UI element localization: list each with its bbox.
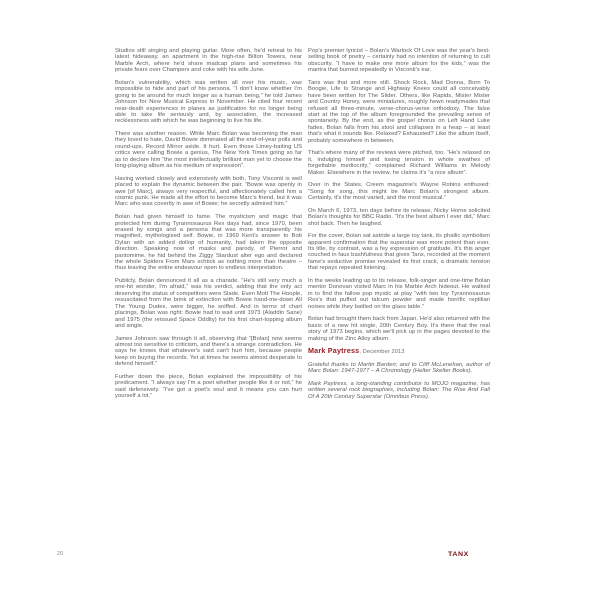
author-name: Mark Paytress <box>308 346 360 356</box>
body-paragraph: Having worked closely and extensively with both, Tony Visconti is well placed to explain the dynamic between the pair. “Bowie was openly in awe [of Marc], always very respectful, and affectionately called him a cosmic punk. He made all the effort to become Marc's friend, but it was Marc who was covertly in awe of Bowie; he secretly admired him.” <box>115 175 302 208</box>
body-paragraph: Bolan had brought them back from Japan. He'd also returned with the basis of a new hit single, 20th Century Boy. It's there that the real story of 1973 begins, which we'll pick up in the pages devoted to the making of the Zinc Alloy album. <box>308 316 490 342</box>
body-paragraph: Over in the States, Creem magazine's Wayne Robins enthused: “Song for song, this might be Marc Bolan's strongest album. Certainly, it's the most varied, and the most musical.” <box>308 182 490 202</box>
body-paragraph: Bolan had given himself to fame. The mysticism and magic that protected him during Tyrannosaurus Rex days had, since 1970, been erased by songs and a persona that was more transparently his magnified, mythologised self. Bowie, in 1969 Kent's answer to Bob Dylan with an added dollop of humanity, had taken the opposite direction. Speaking now of masks and parody, of Pierrot and pantomime, he hid behind the Ziggy Stardust alter ego and declared the whole Spiders From Mars schtick as nothing more than theatre – thus leaving the entire endeavour open to endless interpretation. <box>115 214 302 272</box>
right-column <box>308 48 490 407</box>
author-bio-note: Mark Paytress, a long-standing contributor to MOJO magazine, has written several rock biographies, including Bolan: The Rise And Fall Of A 20th Century Superstar (Omnibus Press). <box>308 381 490 400</box>
byline-date: , December 2013 <box>359 349 405 356</box>
body-paragraph: For the cover, Bolan sat astride a large toy tank, its phallic symbolism apparent confirmation that the superstar was more potent than ever. Its title, by contrast, was a fey expression of gratitude. It's this anger couched in faux bashfulness that gives Tanx, recorded at the moment fame's seductive promise revealed its first crack, a dramatic tension that repays repeated listening. <box>308 233 490 272</box>
body-paragraph: Studios still singing and playing guitar. More often, he'd retreat to his latest hideaway, an apartment in the high-rise Bilton Towers, near Marble Arch, where he'd share madcap plans and sometimes his private fears over Champers and coke with his wife June. <box>115 48 302 74</box>
tanx-logo: TANX <box>448 551 469 558</box>
body-paragraph: Further down the piece, Bolan explained the impossibility of his predicament. “I always say I'm a poet whether people like it or not,” he said defensively. “I've got a poet's soul and it means you can hurt yourself a lot.” <box>115 373 302 400</box>
body-paragraph: James Johnson saw through it all, observing that “[Bolan] now seems almost too sensitive to criticism, and there's a strange contradiction. He says he knows that whatever's said can't hurt him, because people keep on buying the records. Yet at times he seems almost desperate to defend himself.” <box>115 335 302 368</box>
body-paragraph: Tanx was that and more still. Shock Rock, Mad Donna, Born To Boogie, Life Is Strange and Highway Knees could all conceivably have been written for The Slider. Others, like Rapids, Mister Mister and Country Honey, were miniatures, roughly hewn readymades that refused all three-minute, verse-chorus-verse orthodoxy. The false start at the top of the album foregrounded the prevailing sense of spontaneity. By the end, as the gospel chorus on Left Hand Luke fades, Bolan falls from his stool and collapses in a heap – at least that's what it sounds like. Relaxed? Exhausted? Like the album itself, probably somewhere in between. <box>308 79 490 144</box>
page-number: 20 <box>57 551 64 557</box>
body-paragraph: Bolan's vulnerability, which was written all over his music, was impossible to hide and part of his persona. “I don't know whether I'm going to be around for much longer as a human being,” he told James Johnson for New Musical Express in November. He cited four recent near-death experiences in planes as justification for no longer being able to take life seriously and, by association, the increased recklessness with which he was beginning to live his life. <box>115 79 302 125</box>
body-paragraph: There was another reason. While Marc Bolan was becoming the man they loved to hate, David Bowie dominated all the end-of-year polls and round-ups, Record Mirror aside. It hurt. Even those Limey-baiting US critics were calling Bowie a genius, The New York Times going so far as to declare him “the most intellectually brilliant man yet to choose the long-playing album as his medium of expression”. <box>115 131 302 170</box>
left-column <box>115 48 302 406</box>
body-paragraph: In the weeks leading up to its release, folk-singer and one-time Bolan mentor Donovan visited Marc in his Marble Arch hideout. He walked in to find the fallow pop mystic at play “with two toy Tyrannosaurus Rex's that puffed out talcum powder and made horrific reptilian noises while they battled on the glass table.” <box>308 277 490 310</box>
body-paragraph: That's where many of the reviews were pitched, too. “He's relaxed on it, indulging himself and losing tension in whole swathes of forgettable mediocrity,” complained Richard Williams in Melody Maker. Elsewhere in the review, he claims it's “a nice album”. <box>308 150 490 176</box>
byline <box>308 348 490 355</box>
body-paragraph: On March 6, 1973, ten days before its release, Nicky Horne solicited Bolan's thoughts for BBC Radio. “It's the best album I ever did,” Marc shot back. Then he laughed. <box>308 207 490 227</box>
body-paragraph: Publicly, Bolan denounced it all as a charade. “He's still very much a one-hit wonder, I'm afraid,” was his verdict, adding that the only act deserving the status of competitors were Slade. Even Mott The Hoople, resuscitated from the brink of extinction with Bowie hand-me-down All The Young Dudes, were bigger, he sniffed. And in terms of chart placings, Bolan was right: Bowie had to wait until 1973 (Aladdin Sane) and 1975 (the reissued Space Oddity) for his first chart-topping album and single. <box>115 278 302 329</box>
body-paragraph: Pop's premier lyricist – Bolan's Warlock Of Love was the year's best-selling book of poetry – certainly had no intention of returning to cult obscurity. “I have to make one more album for the kids,” was the mantra that burned repeatedly in Visconti's ear. <box>308 48 490 74</box>
credit-note: Grateful thanks to Martin Barden; and to Cliff McLenehan, author of Marc Bolan: 1947-1977 – A Chronology (Helter Skelter Books). <box>308 361 490 375</box>
